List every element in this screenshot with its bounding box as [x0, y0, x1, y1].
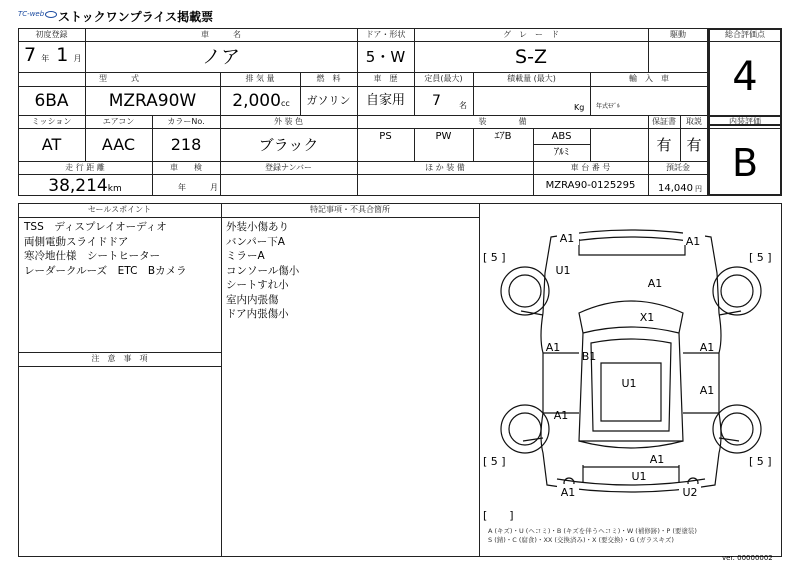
model-prefix: 6BA	[34, 91, 69, 111]
model-value: MZRA90W	[108, 91, 197, 111]
mission-label: ミッション	[31, 117, 72, 126]
spare-tire-mark: [ ]	[483, 509, 514, 522]
overall-score-label: 総合評価点	[725, 30, 765, 39]
door-value: 5・W	[365, 48, 406, 66]
aircon-label: エアコン	[102, 117, 135, 126]
other-equip-label: ほ か 装 備	[425, 163, 465, 172]
car-damage-diagram	[479, 203, 782, 557]
ext-color-label: 外 装 色	[273, 117, 304, 126]
damage-mark: A1	[559, 232, 575, 245]
wheels	[501, 267, 761, 453]
page-title: ストックワンプライス掲載票	[58, 10, 214, 24]
model-label: 型 式	[99, 74, 139, 83]
deposit-value	[650, 176, 708, 199]
equip-pw: PW	[435, 131, 452, 142]
import-model: ﾓﾃﾞﾙ	[608, 103, 621, 110]
interior-score-label: 内装評価	[729, 117, 761, 126]
door-shape-label: ドア・形状	[365, 30, 406, 39]
ext-color-value: ブラック	[258, 136, 319, 154]
special-notes-list	[226, 220, 299, 322]
vin-value: MZRA90-0125295	[545, 180, 636, 191]
special-note-item: バンパー下A	[226, 235, 285, 248]
equip-ps: PS	[379, 131, 392, 142]
insp-month: 月	[210, 183, 218, 192]
mileage-number: 38,214	[48, 176, 108, 196]
displacement-label: 排 気 量	[245, 74, 275, 83]
damage-mark: A1	[699, 341, 715, 354]
mileage-unit: km	[107, 184, 122, 194]
sales-points-list	[24, 220, 187, 278]
logo	[18, 10, 57, 19]
history-value: 自家用	[365, 93, 405, 108]
cautions-label: 注 意 事 項	[91, 354, 148, 363]
damage-mark: X1	[639, 311, 655, 324]
special-note-item: ミラーA	[226, 250, 265, 262]
logo-mark	[45, 11, 57, 18]
special-note-item: シートすれ小	[226, 279, 289, 291]
manual-value: 有	[686, 136, 702, 154]
special-notes-label: 特記事項・不具合箇所	[310, 205, 390, 214]
damage-marks	[546, 231, 715, 499]
import-label: 輸 入 車	[629, 74, 669, 83]
reg-number-label: 登録ナンバー	[264, 163, 313, 172]
first-reg-value	[24, 44, 84, 70]
damage-mark: A1	[560, 486, 576, 499]
overall-score-value: 4	[732, 54, 758, 100]
sales-point-item: 両側電動スライドドア	[24, 235, 129, 248]
capacity-value: 7	[432, 93, 441, 109]
grade-label: グ レ ー ド	[503, 30, 559, 39]
damage-mark: A1	[553, 409, 569, 422]
legend-line-1: A (キズ)・U (ヘコミ)・B (キズを伴うヘコミ)・W (補修跡)・P (要塗装)	[488, 527, 697, 535]
damage-mark: A1	[699, 384, 715, 397]
damage-mark: B1	[581, 350, 597, 363]
fuel-value: ガソリン	[306, 94, 351, 107]
load-unit: Kg	[574, 103, 585, 112]
special-note-item: 外装小傷あり	[226, 221, 289, 233]
car-name-label: 車 名	[201, 30, 241, 39]
mileage-value	[18, 176, 152, 199]
special-note-item: 室内内張傷	[226, 293, 279, 306]
color-no-value: 218	[170, 135, 202, 154]
manual-label: 取説	[686, 117, 702, 126]
tire-mark-tr: [ 5 ]	[749, 251, 772, 264]
sales-point-item: レーダークルーズ ETC Bカメラ	[24, 264, 187, 277]
special-note-item: コンソール傷小	[226, 264, 300, 277]
damage-mark: U1	[631, 470, 647, 483]
reg-year-unit: 年	[41, 54, 50, 63]
logo-text: TC-web	[18, 10, 45, 18]
damage-mark: A1	[649, 453, 665, 466]
deposit-label: 預託金	[666, 163, 690, 172]
warranty-label: 保証書	[652, 117, 676, 126]
sales-point-item: 寒冷地仕様 シートヒーター	[24, 250, 161, 262]
deposit-number: 14,040	[658, 183, 693, 194]
car-name-value: ノア	[201, 46, 240, 68]
insp-year: 年	[178, 183, 186, 192]
deposit-unit: 円	[695, 185, 702, 193]
grade-value: S-Z	[515, 46, 547, 68]
history-label: 車 歴	[373, 74, 398, 83]
displacement-value	[222, 88, 300, 117]
car-outline	[521, 230, 741, 492]
equip-abs: ABS	[551, 131, 572, 142]
warranty-value: 有	[656, 136, 672, 154]
equipment-label: 装 備	[478, 117, 527, 126]
mileage-label: 走 行 距 離	[65, 163, 105, 172]
damage-mark: A1	[685, 235, 701, 248]
load-label: 積載量 (最大)	[507, 74, 556, 83]
reg-year: 7	[24, 44, 37, 66]
capacity-unit: 名	[459, 101, 467, 110]
first-reg-label: 初度登録	[35, 30, 68, 39]
mission-value: AT	[41, 135, 62, 154]
interior-score-value: B	[731, 141, 759, 185]
aircon-value: AAC	[101, 135, 136, 154]
damage-mark: A1	[545, 341, 561, 354]
reg-month: 1	[56, 44, 69, 66]
tire-mark-tl: [ 5 ]	[483, 251, 506, 264]
sales-point-item: TSS ディスプレイオーディオ	[24, 221, 167, 233]
damage-mark: U1	[621, 377, 637, 390]
vin-label: 車 台 番 号	[570, 163, 611, 172]
equip-alumi: ｱﾙﾐ	[554, 147, 569, 158]
drive-label: 駆動	[670, 30, 686, 39]
damage-mark: U1	[555, 264, 571, 277]
displacement-number: 2,000	[232, 91, 281, 111]
displacement-unit: cc	[280, 99, 290, 108]
damage-mark: U2	[682, 486, 698, 499]
special-note-item: ドア内張傷小	[226, 308, 289, 320]
sales-points-label: セールスポイント	[87, 205, 152, 214]
version-label: ver. 00000002	[722, 554, 773, 562]
import-year-model	[596, 102, 620, 112]
legend-line-2: S (錆)・C (腐食)・XX (交換済み)・X (要交換)・G (ガラスキズ)	[488, 536, 674, 544]
import-year: 年式	[596, 103, 609, 110]
damage-legend	[488, 527, 697, 545]
capacity-label: 定員(最大)	[424, 74, 463, 83]
fuel-label: 燃 料	[316, 74, 341, 83]
inspection-label: 車 検	[170, 163, 202, 172]
tire-mark-br: [ 5 ]	[749, 455, 772, 468]
color-no-label: カラーNo.	[167, 117, 205, 126]
tire-mark-bl: [ 5 ]	[483, 455, 506, 468]
reg-month-unit: 月	[73, 54, 82, 63]
damage-mark: A1	[647, 277, 663, 290]
equip-airbag: ｴｱB	[494, 131, 512, 142]
